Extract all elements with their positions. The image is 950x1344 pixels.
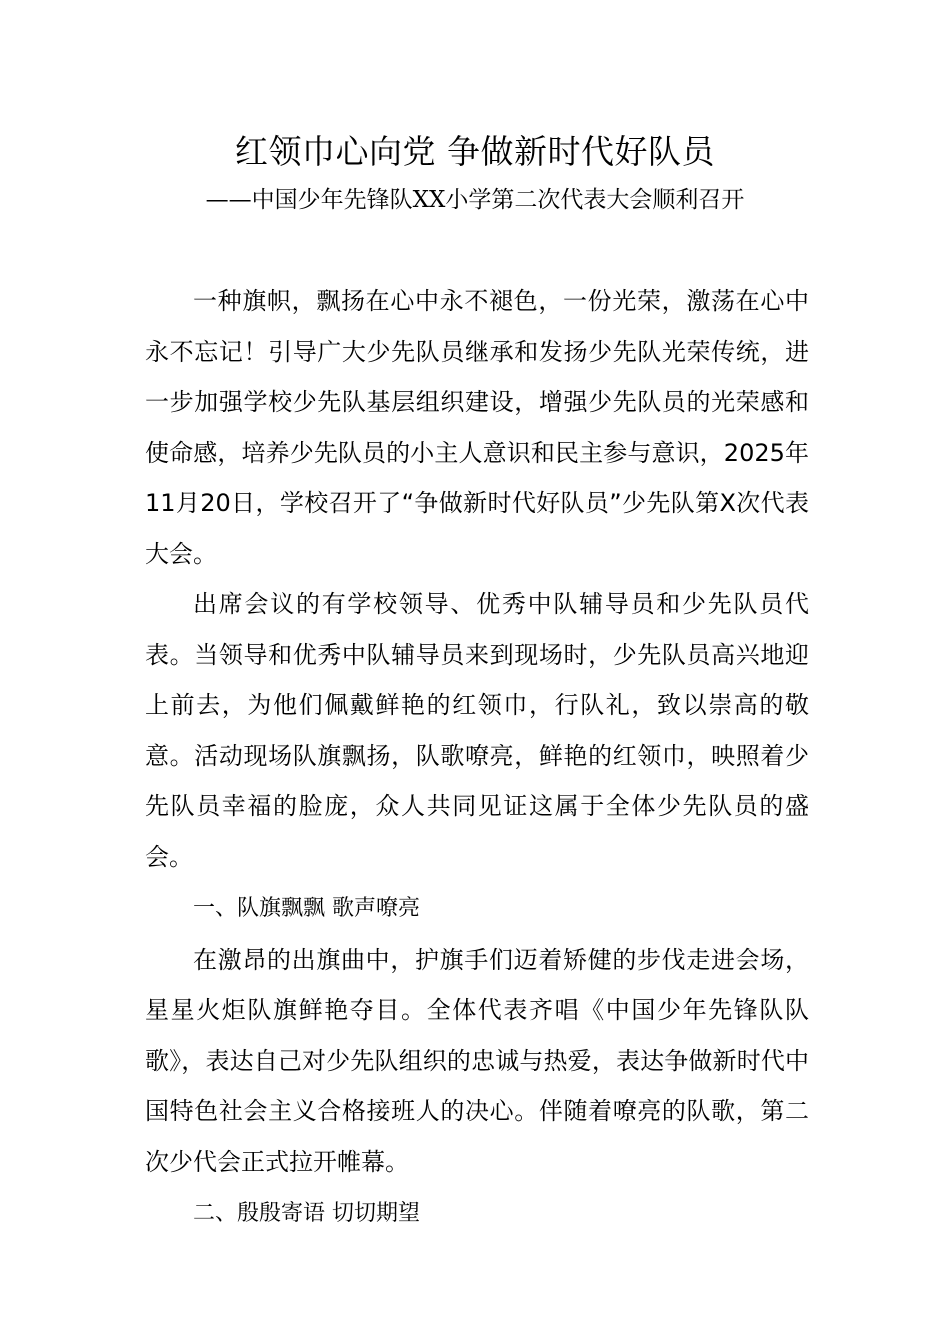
paragraph-intro: 一种旗帜，飘扬在心中永不褪色，一份光荣，激荡在心中永不忘记！引导广大少先队员继承和发扬少先队光荣传统，进一步加强学校少先队基层组织建设，增强少先队员的光荣感和使命感，培养少先队员的小主人意识和民主参与意识，2025年11月20日，学校召开了“争做新时代好队员”少先队第X次代表大会。 [145, 287, 809, 568]
section-heading-1: 一、队旗飘飘 歌声嘹亮 [193, 896, 420, 921]
document-title: 红领巾心向党 争做新时代好队员 [235, 132, 715, 171]
document-body [145, 276, 809, 1240]
paragraph-attendees: 出席会议的有学校领导、优秀中队辅导员和少先队员代表。当领导和优秀中队辅导员来到现场时，少先队员高兴地迎上前去，为他们佩戴鲜艳的红领巾，行队礼，致以崇高的敬意。活动现场队旗飘扬，队歌嘹亮，鲜艳的红领巾，映照着少先队员幸福的脸庞，众人共同见证这属于全体少先队员的盛会。 [145, 590, 809, 871]
paragraph-section-1: 在激昂的出旗曲中，护旗手们迈着矫健的步伐走进会场，星星火炬队旗鲜艳夺目。全体代表齐唱《中国少年先锋队队歌》，表达自己对少先队组织的忠诚与热爱，表达争做新时代中国特色社会主义合格接班人的决心。伴随着嘹亮的队歌，第二次少代会正式拉开帷幕。 [145, 945, 809, 1176]
section-heading-2: 二、殷殷寄语 切切期望 [193, 1201, 420, 1226]
document-subtitle: ——中国少年先锋队XX小学第二次代表大会顺利召开 [205, 187, 745, 213]
